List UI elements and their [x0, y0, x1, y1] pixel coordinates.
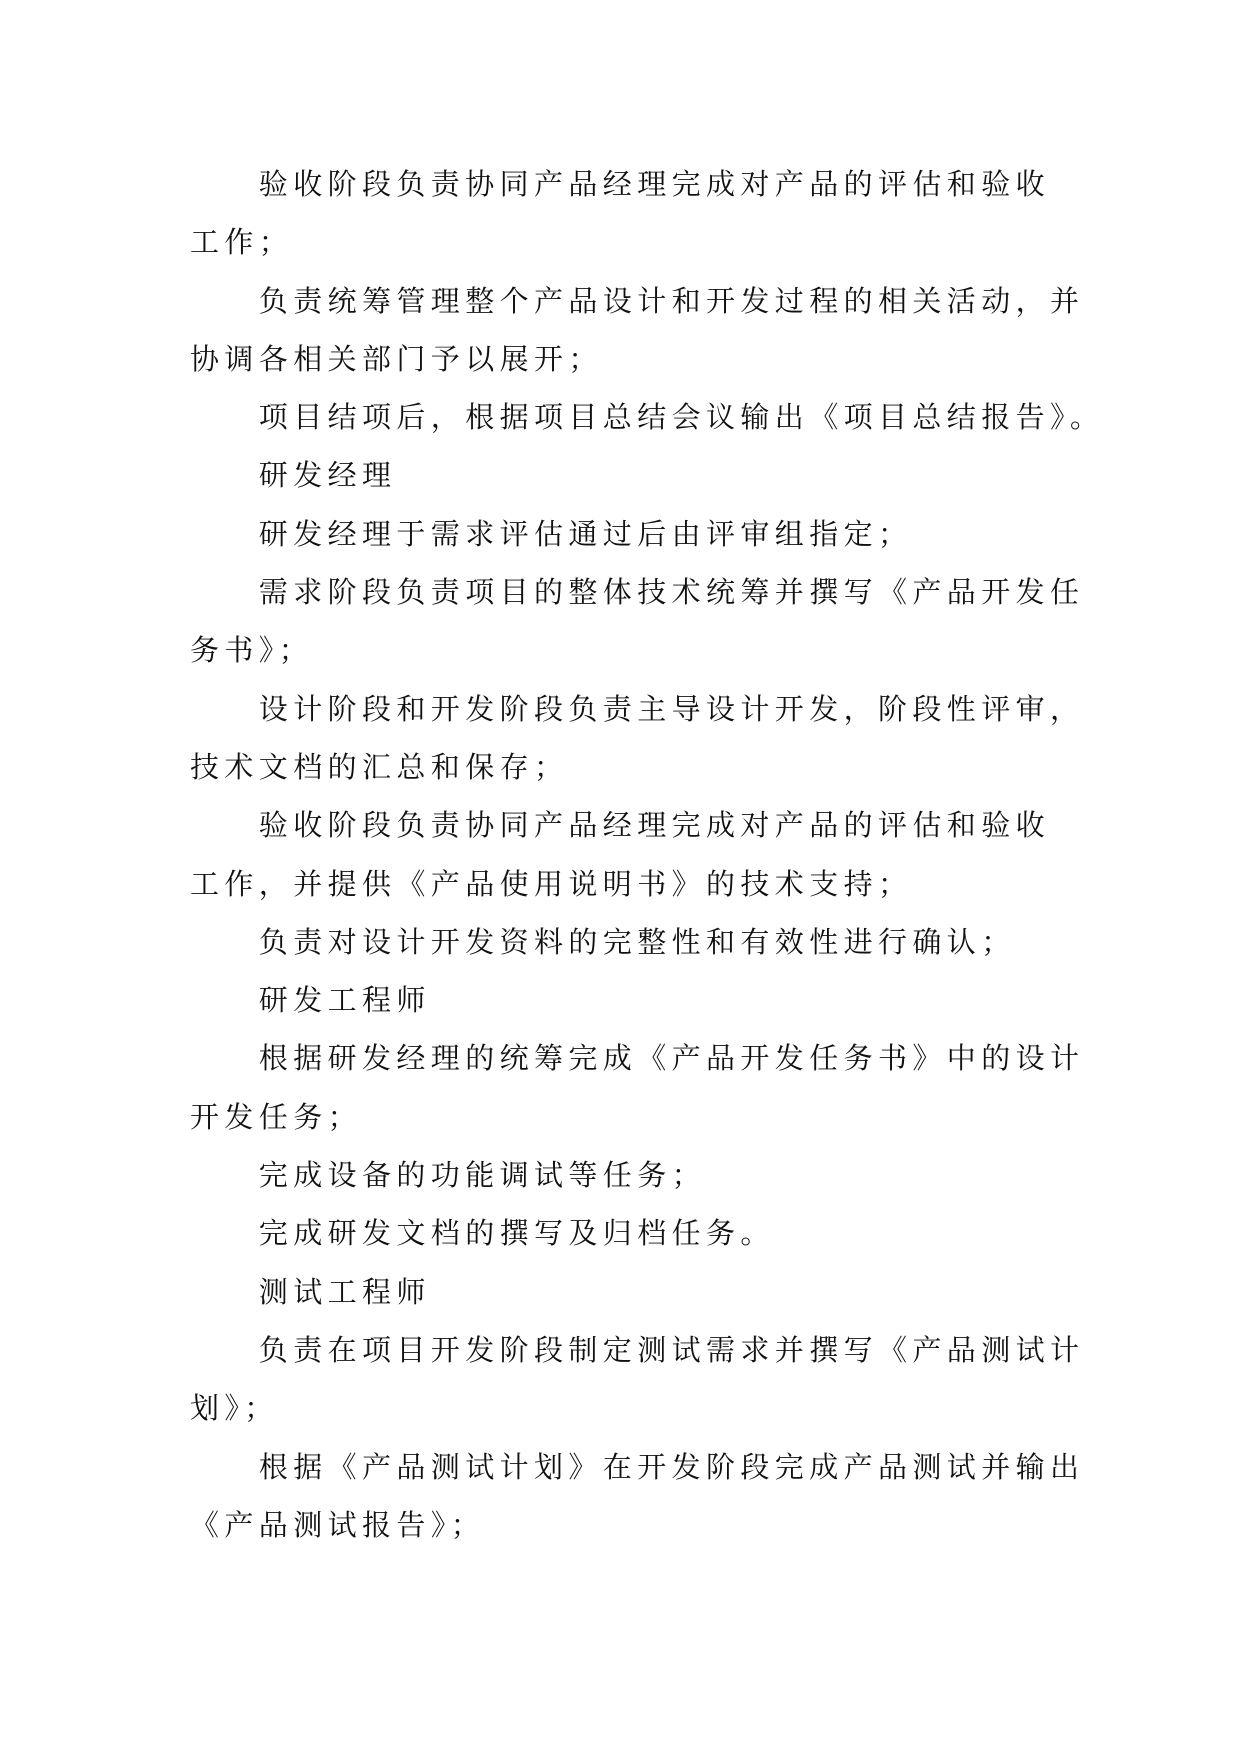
- section-heading: [190, 971, 1090, 1029]
- heading-text: 研发工程师: [258, 983, 431, 1018]
- text-line: 开发任务；: [190, 1099, 363, 1134]
- text-line: 务书》；: [190, 633, 314, 668]
- text-line: 根据研发经理的统筹完成《产品开发任务书》中的设计: [258, 1041, 1085, 1076]
- paragraph: [190, 1029, 1090, 1146]
- paragraph: [190, 272, 1090, 389]
- heading-text: 研发经理: [258, 458, 397, 493]
- paragraph: [190, 796, 1090, 913]
- section-heading: [190, 1263, 1090, 1321]
- text-line: 项目结项后，根据项目总结会议输出《项目总结报告》。: [258, 400, 1105, 435]
- text-line: 设计阶段和开发阶段负责主导设计开发，阶段性评审，: [258, 691, 1085, 726]
- heading-text: 测试工程师: [258, 1274, 431, 1309]
- paragraph: [190, 1146, 1090, 1204]
- text-line: 完成研发文档的撰写及归档任务。: [258, 1216, 775, 1251]
- text-line: 技术文档的汇总和保存；: [190, 749, 569, 784]
- text-line: 负责统筹管理整个产品设计和开发过程的相关活动，并: [258, 283, 1085, 318]
- text-line: 根据《产品测试计划》在开发阶段完成产品测试并输出: [258, 1449, 1085, 1484]
- text-line: 完成设备的功能调试等任务；: [258, 1158, 706, 1193]
- paragraph: [190, 1321, 1090, 1438]
- paragraph: [190, 1438, 1090, 1555]
- paragraph: [190, 505, 1090, 563]
- section-heading: [190, 446, 1090, 504]
- text-line: 验收阶段负责协同产品经理完成对产品的评估和验收: [258, 167, 1050, 201]
- text-line: 《产品测试报告》；: [190, 1507, 486, 1542]
- paragraph: [190, 388, 1105, 446]
- paragraph: [190, 155, 1090, 272]
- text-line: 验收阶段负责协同产品经理完成对产品的评估和验收: [258, 808, 1050, 843]
- paragraph: [190, 680, 1090, 797]
- text-line: 负责在项目开发阶段制定测试需求并撰写《产品测试计: [258, 1332, 1085, 1367]
- paragraph: [190, 1204, 1090, 1262]
- document-body: [190, 155, 1105, 1554]
- text-line: 工作，并提供《产品使用说明书》的技术支持；: [190, 866, 913, 901]
- paragraph: [190, 913, 1090, 971]
- text-line: 协调各相关部门予以展开；: [190, 341, 603, 376]
- text-line: 需求阶段负责项目的整体技术统筹并撰写《产品开发任: [258, 575, 1085, 610]
- text-line: 工作；: [190, 225, 294, 260]
- text-line: 研发经理于需求评估通过后由评审组指定；: [258, 516, 913, 551]
- paragraph: [190, 563, 1090, 680]
- text-line: 划》；: [190, 1391, 279, 1426]
- text-line: 负责对设计开发资料的完整性和有效性进行确认；: [258, 924, 1016, 959]
